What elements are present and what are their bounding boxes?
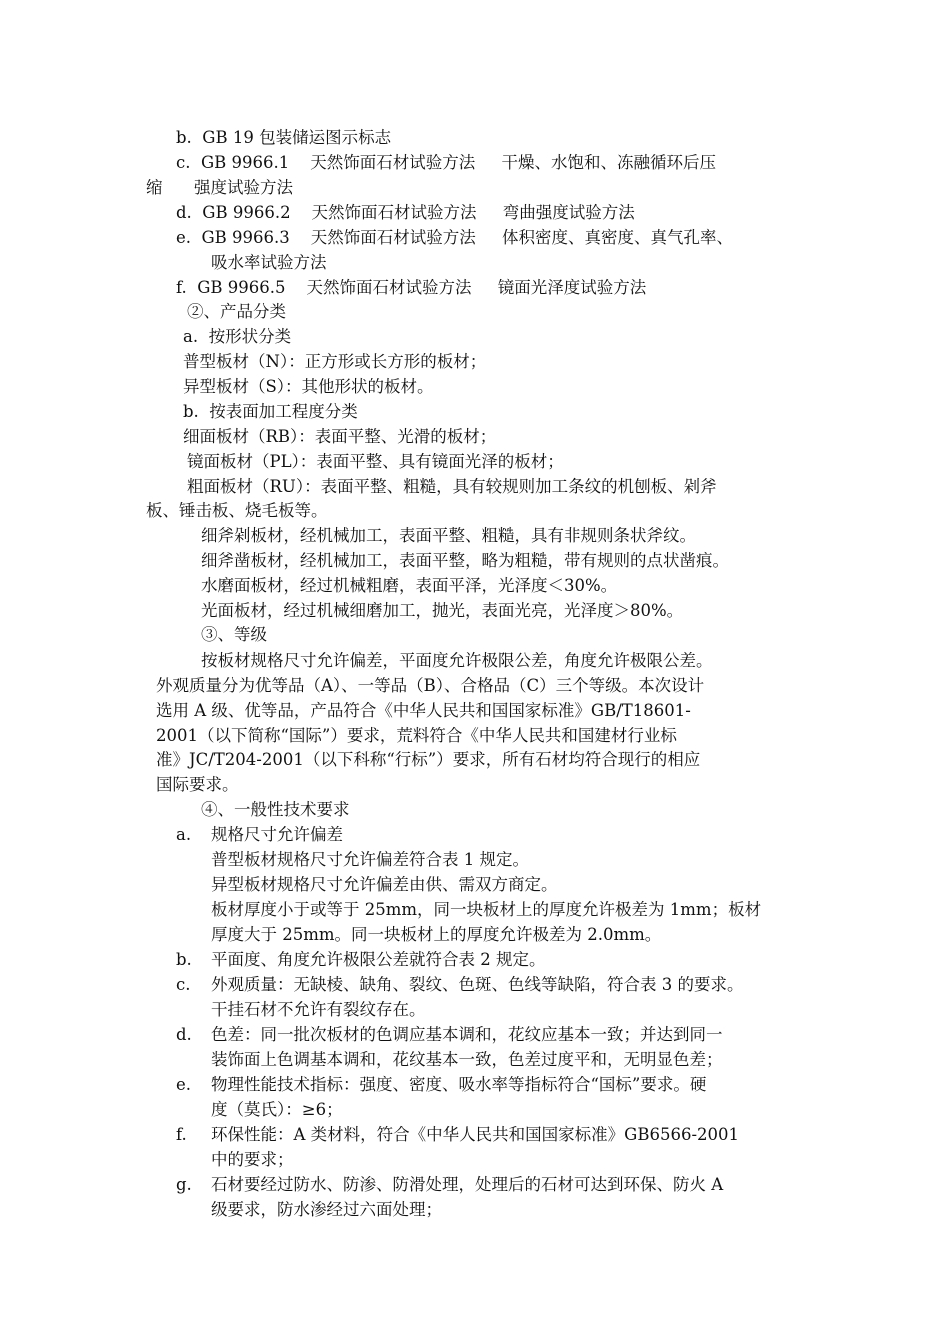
text-line: 国际要求。 [156, 775, 239, 794]
text-line: e. GB 9966.3 天然饰面石材试验方法 体积密度、真密度、真气孔率、 [176, 228, 733, 247]
list-marker: d. [176, 1025, 192, 1044]
list-marker: b. [176, 950, 192, 969]
text-line: 规格尺寸允许偏差 [211, 825, 343, 844]
section-heading: ③、等级 [201, 625, 267, 644]
text-line: 细斧剁板材，经机械加工，表面平整、粗糙，具有非规则条状斧纹。 [201, 526, 696, 545]
text-line: 缩 强度试验方法 [146, 178, 293, 197]
text-line: 2001（以下简称“国际”）要求，荒料符合《中华人民共和国建材行业标 [156, 726, 677, 745]
text-line: 平面度、角度允许极限公差就符合表 2 规定。 [211, 950, 546, 969]
list-marker: f. [176, 1125, 187, 1144]
text-line: 厚度大于 25mm。同一块板材上的厚度允许极差为 2.0mm。 [211, 925, 662, 944]
text-line: 中的要求； [211, 1150, 294, 1169]
list-marker: g. [176, 1175, 192, 1194]
text-line: 板材厚度小于或等于 25mm，同一块板材上的厚度允许极差为 1mm；板材 [211, 900, 762, 919]
text-line: 石材要经过防水、防渗、防滑处理，处理后的石材可达到环保、防火 A [211, 1175, 724, 1194]
text-line: 物理性能技术指标：强度、密度、吸水率等指标符合“国标”要求。硬 [211, 1075, 707, 1094]
text-line: 外观质量：无缺棱、缺角、裂纹、色斑、色线等缺陷，符合表 3 的要求。 [211, 975, 744, 994]
text-line: 色差：同一批次板材的色调应基本调和，花纹应基本一致；并达到同一 [211, 1025, 723, 1044]
text-line: 环保性能：A 类材料，符合《中华人民共和国国家标准》GB6566-2001 [211, 1125, 740, 1144]
text-line: d. GB 9966.2 天然饰面石材试验方法 弯曲强度试验方法 [176, 203, 635, 222]
text-line: 外观质量分为优等品（A）、一等品（B）、合格品（C）三个等级。本次设计 [156, 676, 705, 695]
text-line: 异型板材规格尺寸允许偏差由供、需双方商定。 [211, 875, 558, 894]
subsection-heading: b. 按表面加工程度分类 [183, 402, 358, 421]
text-line: f. GB 9966.5 天然饰面石材试验方法 镜面光泽度试验方法 [176, 278, 647, 297]
text-line: 准》JC/T204-2001（以下科称“行标”）要求，所有石材均符合现行的相应 [156, 750, 701, 769]
text-line: b. GB 19 包装储运图示标志 [176, 128, 392, 147]
text-line: 粗面板材（RU）：表面平整、粗糙，具有较规则加工条纹的机刨板、剁斧 [187, 477, 717, 496]
list-marker: e. [176, 1075, 192, 1094]
text-line: 级要求，防水渗经过六面处理； [211, 1200, 442, 1219]
text-line: 镜面板材（PL）：表面平整、具有镜面光泽的板材； [187, 452, 564, 471]
text-line: 度（莫氏）：≥6； [211, 1100, 343, 1119]
subsection-heading: a. 按形状分类 [183, 327, 292, 346]
text-line: 吸水率试验方法 [211, 253, 327, 272]
text-line: 干挂石材不允许有裂纹存在。 [211, 1000, 426, 1019]
text-line: 异型板材（S）：其他形状的板材。 [183, 377, 434, 396]
text-line: 细斧凿板材，经机械加工，表面平整，略为粗糙，带有规则的点状凿痕。 [201, 551, 729, 570]
text-line: 按板材规格尺寸允许偏差，平面度允许极限公差，角度允许极限公差。 [201, 651, 713, 670]
text-line: 光面板材，经过机械细磨加工，抛光，表面光亮，光泽度＞80%。 [201, 601, 684, 620]
text-line: 普型板材规格尺寸允许偏差符合表 1 规定。 [211, 850, 529, 869]
text-line: 普型板材（N）：正方形或长方形的板材； [183, 352, 487, 371]
text-line: 细面板材（RB）：表面平整、光滑的板材； [183, 427, 497, 446]
section-heading: ④、一般性技术要求 [201, 800, 350, 819]
text-line: 水磨面板材，经过机械粗磨，表面平泽，光泽度＜30%。 [201, 576, 618, 595]
list-marker: c. [176, 975, 191, 994]
section-heading: ②、产品分类 [187, 302, 286, 321]
list-marker: a. [176, 825, 192, 844]
text-line: c. GB 9966.1 天然饰面石材试验方法 干燥、水饱和、冻融循环后压 [176, 153, 716, 172]
text-line: 选用 A 级、优等品，产品符合《中华人民共和国国家标准》GB/T18601- [156, 701, 691, 720]
text-line: 装饰面上色调基本调和，花纹基本一致，色差过度平和，无明显色差； [211, 1050, 723, 1069]
text-line: 板、锤击板、烧毛板等。 [146, 501, 328, 520]
